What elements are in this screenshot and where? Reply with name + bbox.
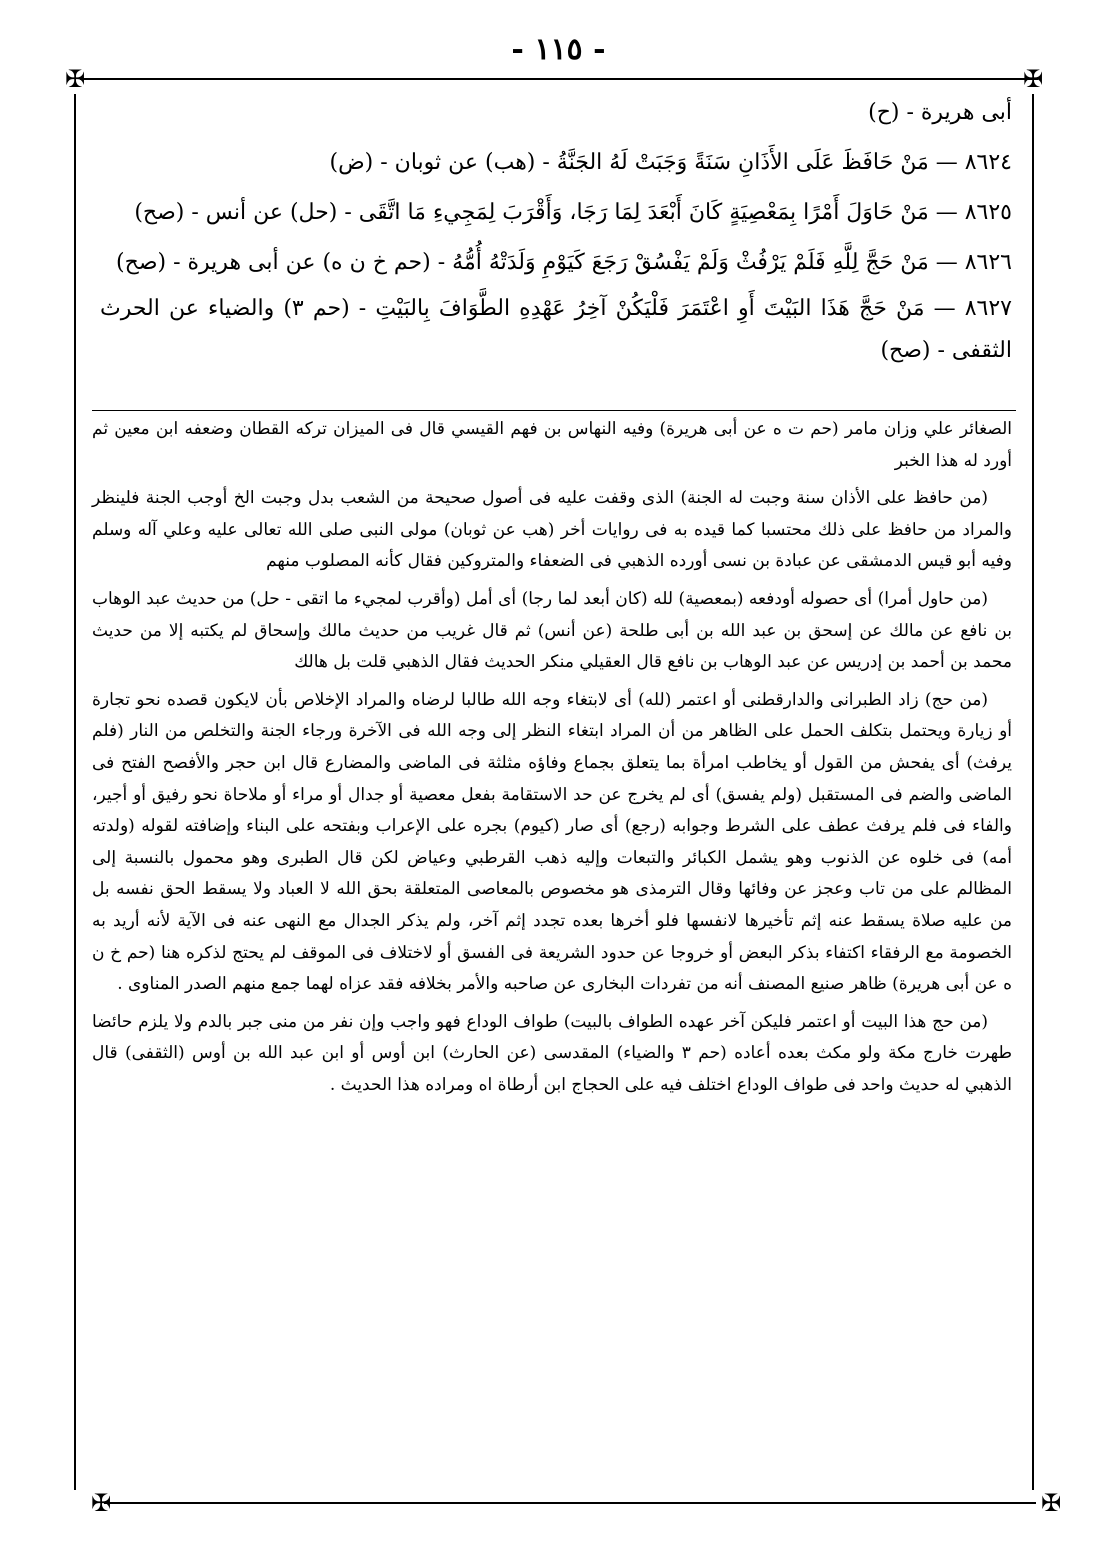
commentary-paragraph: (من حافظ على الأذان سنة وجبت له الجنة) الذى وقفت عليه فى أصول صحيحة من الشعب بدل وجبت الخ أوجب الجنة فلينظر والمراد من حافظ على ذلك محتسبا كما قيده به فى روايات أخر (هب عن ثوبان) مولى النبى صلى الله تعالى عليه وعلي آله وسلم وفيه أبو قيس الدمشقى عن عبادة بن نسى أورده الذهبي فى الضعفاء والمتروكين فقال كأنه المصلوب منهم [92, 488, 1012, 572]
hadith-8624: ٨٦٢٤ — مَنْ حَافَظَ عَلَى الأَذَانِ سَنَةً وَجَبَتْ لَهُ الجَنَّةُ - (هب) عن ثوبان - (ض) [329, 150, 1012, 175]
commentary-separator [92, 410, 1016, 411]
corner-ornament-icon: ✠ [64, 65, 86, 93]
hadith-8625: ٨٦٢٥ — مَنْ حَاوَلَ أَمْرًا بِمَعْصِيَةٍ كَانَ أَبْعَدَ لِمَا رَجَا، وَأَقْرَبَ لِمَجِيءِ مَا اتَّقَى - (حل) عن أنس - (صح) [134, 200, 1012, 225]
corner-ornament-icon: ✠ [1022, 65, 1044, 93]
frame-bottom-rule [104, 1502, 1036, 1504]
frame-left-rule [74, 94, 76, 1490]
frame-top-rule [80, 78, 1038, 80]
hadith-continuation: أبى هريرة - (ح) [868, 100, 1012, 125]
frame-right-rule [1032, 94, 1034, 1490]
commentary-paragraph: (من حج هذا البيت أو اعتمر فليكن آخر عهده الطواف بالبيت) طواف الوداع فهو واجب وإن نفر من منى جبر بالدم ولا يلزم حائضا طهرت خارج مكة ولو مكث بعده أعاده (حم ٣ والضياء) المقدسى (عن الحارث) ابن أوس أو ابن عبد الله بن أوس (الثقفى) قال الذهبي له حديث واحد فى طواف الوداع اختلف فيه على الحجاج ابن أرطاة اه ومراده هذا الحديث . [92, 1011, 1012, 1095]
commentary-paragraph: (من حاول أمرا) أى حصوله أودفعه (بمعصية) لله (كان أبعد لما رجا) أى أمل (وأقرب لمجيء ما اتقى - حل) من حديث عبد الوهاب بن نافع عن مالك عن إسحق بن عبد الله بن أبى طلحة (عن أنس) ثم قال غريب من حديث مالك وإسحاق لم يكتبه إلا من حديث محمد بن أحمد بن إدريس عن عبد الوهاب بن نافع قال العقيلي منكر الحديث فقال الذهبي قلت بل هالك [92, 588, 1012, 673]
corner-ornament-icon: ✠ [1040, 1489, 1062, 1517]
hadith-texts [100, 88, 1012, 372]
hadith-8627: ٨٦٢٧ — مَنْ حَجَّ هَذَا البَيْتَ أَوِ اعْتَمَرَ فَلْيَكُنْ آخِرُ عَهْدِهِ الطَّوَافَ بِالبَيْتِ - (حم ٣) والضياء عن الحرث الثقفى - (صح) [100, 296, 1012, 363]
page-number: - ١١٥ - [511, 32, 606, 67]
hadith-8626: ٨٦٢٦ — مَنْ حَجَّ لِلَّهِ فَلَمْ يَرْفُثْ وَلَمْ يَفْسُقْ رَجَعَ كَيَوْمِ وَلَدَتْهُ أُمُّهُ - (حم خ ن ه) عن أبى هريرة - (صح) [116, 250, 1012, 275]
commentary-paragraph: (من حج) زاد الطبرانى والدارقطنى أو اعتمر (لله) أى لابتغاء وجه الله طالبا لرضاه والمراد الإخلاص بأن لايكون قصده نحو تجارة أو زيارة ويحتمل بتكلف الحمل على الظاهر من أن المراد ابتغاء النظر إلى وجه الله فى الآخرة ورجاء الجنة والتخلص من النار (فلم يرفث) أى يفحش من القول أو يخاطب امرأة بما يتعلق بجماع وفاؤه مثلثة فى الماضى والمضارع قال ابن حجر والأفصح الفتح فى الماضى والضم فى المستقبل (ولم يفسق) أى لم يخرج عن حد الاستقامة بفعل معصية أو جدال أو مراء أو ملاحاة نحو رفيق أو أجير، والفاء فى فلم يرفث عطف على الشرط وجوابه (رجع) أى صار (كيوم) بجره على الإعراب وبفتحه على البناء وإضافته لقوله (ولدته أمه) فى خلوه عن الذنوب وهو يشمل الكبائر والتبعات وإليه ذهب القرطبي وعياض لكن قال الطبرى وهو محمول بالنسبة إلى المظالم على من تاب وعجز عن وفائها وقال الترمذى هو مخصوص بالمعاصى المتعلقة بحق الله لا العباد ولا يسقط الحق نفسه بل من عليه صلاة يسقط عنه إثم تأخيرها لانفسها فلو أخرها بعده تجدد إثم آخر، ولم يذكر الجدال مع النهى عنه فى الآية لأنه أريد به الخصومة مع الرفقاء اكتفاء بذكر البعض أو خروجا عن حدود الشريعة فى الفسق أو لاختلاف فى الموقف لم يحتج لذكره هنا (حم خ ن ه عن أبى هريرة) ظاهر صنيع المصنف أنه من تفردات البخارى عن صاحبه والأمر بخلافه فقد عزاه لهما جمع منهم الصدر المناوى . [92, 689, 1012, 995]
corner-ornament-icon: ✠ [90, 1489, 112, 1517]
commentary-paragraph: الصغائر علي وزان مامر (حم ت ه عن أبى هريرة) وفيه النهاس بن فهم القيسي قال فى الميزان تركه القطان وضعفه ابن معين ثم أورد له هذا الخبر [92, 419, 1012, 471]
commentary-section [92, 414, 1012, 1107]
